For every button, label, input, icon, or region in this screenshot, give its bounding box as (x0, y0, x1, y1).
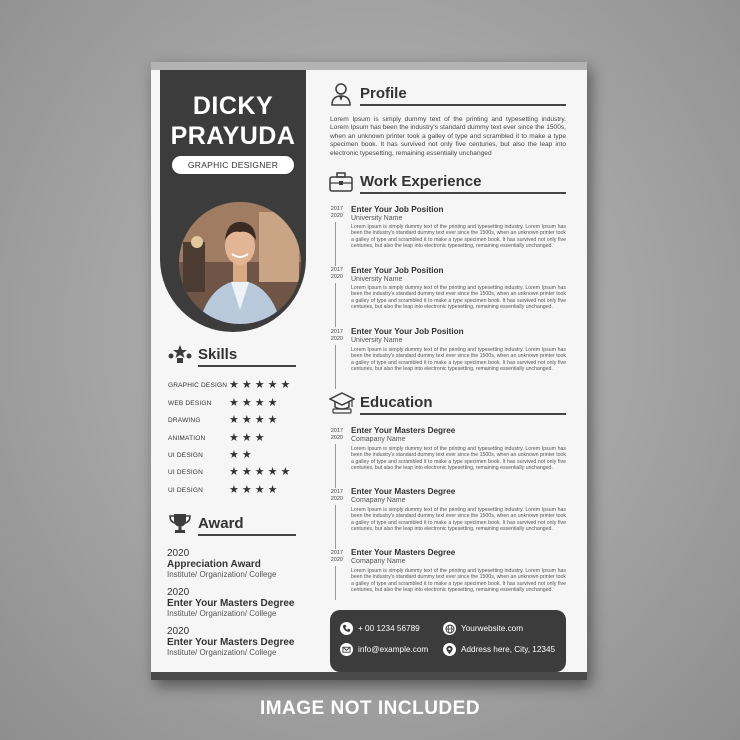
award-year: 2020 (167, 548, 190, 559)
award-org: Institute/ Organization/ College (167, 570, 277, 579)
phone-text: + 00 1234 56789 (358, 624, 420, 633)
skill-label: DRAWING (168, 417, 201, 424)
year-range: 2017 2020 (330, 428, 343, 441)
job-title-badge: GRAPHIC DESIGNER (172, 156, 294, 174)
trophy-icon (168, 512, 192, 539)
top-accent-bar (151, 62, 587, 70)
work-heading: Work Experience (360, 173, 482, 190)
profile-heading: Profile (360, 85, 407, 102)
profile-text: Lorem Ipsum is simply dummy text of the printing and typesetting industry. Lorem Ipsum has been the industry's standard dummy text ever since the 1500s, when an unknown printer took a galley of type and scrambled it to make a type specimen book. It has survived not only five centuries, but also the leap into electronic typesetting, remaining essentially unchanged (330, 116, 566, 157)
education-description: Lorem Ipsum is simply dummy text of the printing and typesetting industry. Lorem Ipsum has been the industry's standard dummy text ever since the 1500s, when an unknown printer took a galley of type and scrambled it to make a type specimen book. It has survived not only five centuries, but also the leap into electronic typesetting, remaining essentially unchanged. (351, 446, 566, 471)
award-item (167, 548, 276, 579)
skill-label: WEB DESIGN (168, 400, 212, 407)
first-name: DICKY (192, 92, 274, 120)
profile-underline (360, 104, 566, 106)
education-description: Lorem Ipsum is simply dummy text of the printing and typesetting industry. Lorem Ipsum has been the industry's standard dummy text ever since the 1500s, when an unknown printer took a galley of type and scrambled it to make a type specimen book. It has survived not only five centuries, but also the leap into electronic typesetting, remaining essentially unchanged. (351, 568, 566, 593)
award-title: Appreciation Award (167, 559, 261, 570)
phone-contact[interactable] (340, 622, 420, 635)
skill-label: ANIMATION (168, 435, 206, 442)
education-heading: Education (360, 394, 433, 411)
website-text: Yourwebsite.com (461, 624, 524, 633)
website-contact[interactable] (443, 622, 523, 635)
bottom-accent-bar (151, 672, 587, 680)
job-institution: University Name (351, 276, 403, 283)
skill-rating-stars: ★★ (229, 449, 255, 461)
degree-title: Enter Your Masters Degree (351, 548, 456, 557)
skill-rating-stars: ★★★ (229, 432, 268, 444)
award-heading: Award (198, 515, 244, 532)
job-description: Lorem Ipsum is simply dummy text of the printing and typesetting industry. Lorem Ipsum has been the industry's standard dummy text ever since the 1500s, when an unknown printer took a galley of type and scrambled it to make a type specimen book. It has survived not only five centuries, but also the leap into electronic typesetting, remaining essentially unchanged. (351, 224, 566, 249)
skill-rating-stars: ★★★★★ (229, 379, 294, 391)
email-text: info@example.com (358, 645, 429, 654)
image-not-included-caption: IMAGE NOT INCLUDED (259, 698, 481, 719)
phone-icon (340, 622, 353, 635)
timeline-line (335, 566, 336, 600)
skills-heading: Skills (198, 346, 238, 363)
skill-label: UI DESIGN (168, 487, 204, 494)
skill-label: UI DESIGN (168, 452, 204, 459)
award-title: Enter Your Masters Degree (167, 637, 295, 648)
skills-icon (168, 344, 192, 369)
company-name: Comapany Name (351, 497, 406, 504)
award-item (167, 587, 294, 618)
skill-label: UI DESIGN (168, 469, 204, 476)
contact-panel (330, 610, 566, 672)
award-item (167, 626, 294, 657)
education-underline (360, 413, 566, 415)
globe-icon (443, 622, 456, 635)
award-year: 2020 (167, 626, 190, 637)
degree-title: Enter Your Masters Degree (351, 487, 456, 496)
skill-rating-stars: ★★★★ (229, 484, 281, 496)
education-description: Lorem Ipsum is simply dummy text of the printing and typesetting industry. Lorem Ipsum has been the industry's standard dummy text ever since the 1500s, when an unknown printer took a galley of type and scrambled it to make a type specimen book. It has survived not only five centuries, but also the leap into electronic typesetting, remaining essentially unchanged. (351, 507, 566, 532)
location-pin-icon (443, 643, 456, 656)
email-icon (340, 643, 353, 656)
graduation-cap-icon (329, 392, 355, 419)
email-contact[interactable] (340, 643, 428, 656)
last-name: PRAYUDA (170, 122, 296, 150)
job-title: Enter Your Job Position (351, 266, 444, 275)
job-institution: University Name (351, 337, 403, 344)
profile-photo (179, 202, 301, 324)
skill-label: GRAPHIC DESIGN (168, 382, 228, 389)
degree-title: Enter Your Masters Degree (351, 426, 456, 435)
timeline-line (335, 505, 336, 549)
name-banner (160, 70, 306, 332)
briefcase-icon (329, 172, 353, 197)
job-description: Lorem Ipsum is simply dummy text of the printing and typesetting industry. Lorem Ipsum has been the industry's standard dummy text ever since the 1500s, when an unknown printer took a galley of type and scrambled it to make a type specimen book. It has survived not only five centuries, but also the leap into electronic typesetting, remaining essentially unchanged. (351, 285, 566, 310)
job-institution: University Name (351, 215, 403, 222)
timeline-line (335, 444, 336, 488)
resume-page (151, 62, 587, 680)
timeline-line (335, 283, 336, 327)
award-org: Institute/ Organization/ College (167, 609, 277, 618)
year-range: 2017 2020 (330, 206, 343, 219)
award-org: Institute/ Organization/ College (167, 648, 277, 657)
job-title: Enter Your Your Job Position (351, 327, 464, 336)
award-year: 2020 (167, 587, 190, 598)
award-title: Enter Your Masters Degree (167, 598, 295, 609)
award-underline (198, 534, 296, 536)
job-title: Enter Your Job Position (351, 205, 444, 214)
year-range: 2017 2020 (330, 267, 343, 280)
company-name: Comapany Name (351, 436, 406, 443)
timeline-line (335, 345, 336, 389)
work-underline (360, 192, 566, 194)
company-name: Comapany Name (351, 558, 406, 565)
job-description: Lorem Ipsum is simply dummy text of the printing and typesetting industry. Lorem Ipsum has been the industry's standard dummy text ever since the 1500s, when an unknown printer took a galley of type and scrambled it to make a type specimen book. It has survived not only five centuries, but also the leap into electronic typesetting, remaining essentially unchanged. (351, 347, 566, 372)
timeline-line (335, 222, 336, 266)
address-contact[interactable] (443, 643, 555, 656)
skill-rating-stars: ★★★★ (229, 414, 281, 426)
skill-rating-stars: ★★★★★ (229, 466, 294, 478)
address-text: Address here, City, 12345 (461, 645, 556, 654)
person-icon (330, 82, 352, 111)
year-range: 2017 2020 (330, 329, 343, 342)
skills-underline (198, 365, 296, 367)
year-range: 2017 2020 (330, 489, 343, 502)
year-range: 2017 2020 (330, 550, 343, 563)
skill-rating-stars: ★★★★ (229, 397, 281, 409)
